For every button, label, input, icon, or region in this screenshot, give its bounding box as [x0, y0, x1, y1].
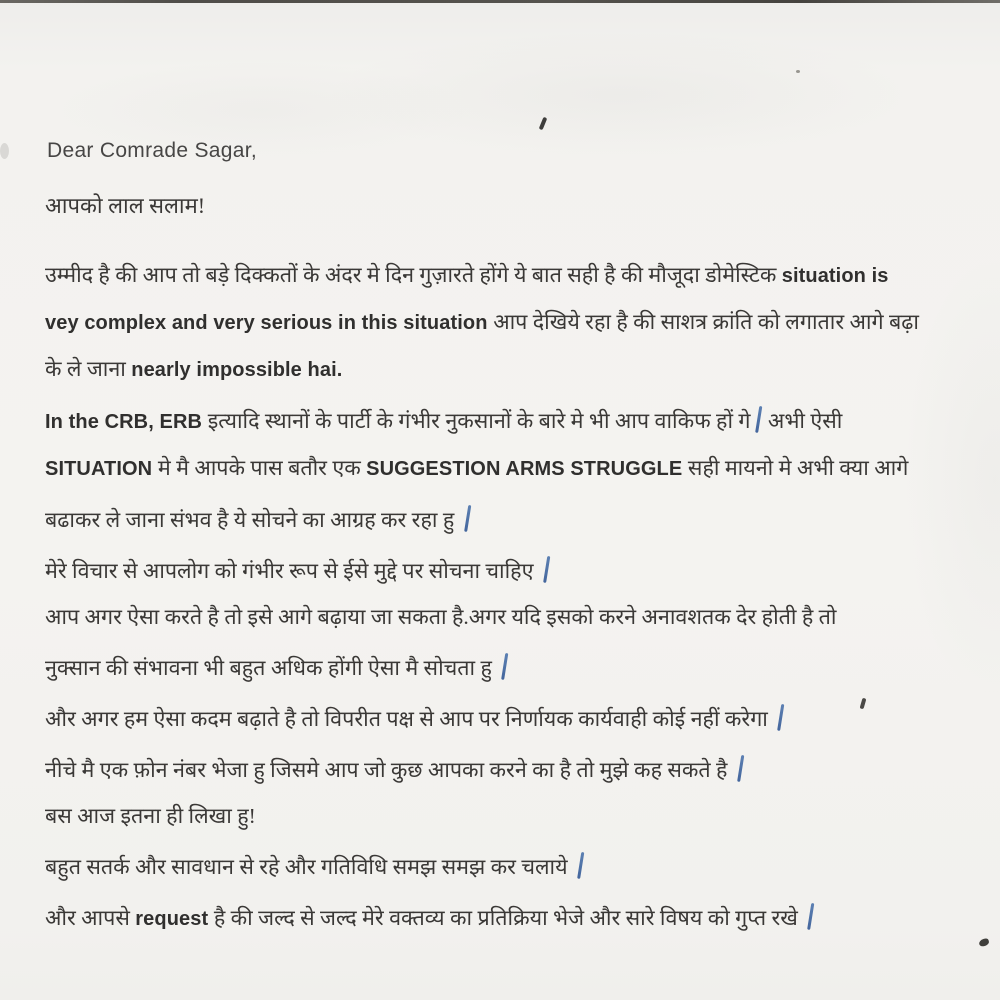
pen-stroke-mark — [737, 755, 744, 782]
letter-line — [45, 648, 985, 683]
text-segment: nearly impossible hai. — [131, 359, 343, 381]
scan-edge-line — [0, 0, 1000, 3]
text-segment: उम्मीद है की आप तो बड़े दिक्कतों के अंदर मे दिन गुज़ारते होंगे ये बात सही है की मौजूदा डोमेस्टिक — [45, 263, 782, 287]
letter-paragraph — [45, 401, 985, 535]
text-segment: बस आज इतना ही लिखा हु! — [45, 804, 256, 828]
pen-stroke-mark — [501, 653, 508, 680]
text-segment: SITUATION — [45, 458, 158, 480]
letter-paragraph — [45, 551, 985, 586]
letter-line — [45, 307, 985, 338]
text-segment: vey complex and very serious in this situation — [45, 312, 494, 334]
letter-line — [45, 354, 985, 385]
letter-line — [45, 847, 985, 882]
text-segment: request — [135, 908, 214, 930]
text-segment: मेरे विचार से आपलोग को गंभीर रूप से ईसे मुद्दे पर सोचना चाहिए — [45, 559, 539, 583]
letter-paragraph — [45, 847, 985, 882]
scan-speck — [0, 143, 9, 159]
letter-page — [45, 136, 985, 950]
salutation-line: Dear Comrade Sagar, — [47, 139, 257, 162]
text-segment: situation is — [781, 265, 889, 287]
letter-body — [45, 260, 985, 934]
text-segment: मे मै आपके पास बतौर एक — [157, 456, 367, 480]
text-segment: आप अगर ऐसा करते है तो इसे आगे बढ़ाया जा सकता है.अगर यदि इसको करने अनावशतक देर होती है तो — [45, 605, 837, 629]
greeting-line: आपको लाल सलाम! — [45, 193, 206, 218]
text-segment: नीचे मै एक फ़ोन नंबर भेजा हु जिसमे आप जो कुछ आपका करने का है तो मुझे कह सकते है — [45, 758, 733, 782]
text-segment: बहुत सतर्क और सावधान से रहे और गतिविधि समझ समझ कर चलाये — [45, 855, 573, 879]
letter-line — [45, 898, 985, 934]
text-segment: के ले जाना — [45, 357, 132, 381]
letter-line — [45, 801, 985, 831]
text-segment: नुक्सान की संभावना भी बहुत अधिक होंगी ऐसा मै सोचता हु — [45, 656, 498, 680]
scan-speck — [539, 117, 548, 131]
pen-stroke-mark — [777, 704, 784, 731]
letter-line — [45, 602, 985, 632]
text-segment: SUGGESTION ARMS STRUGGLE — [366, 458, 688, 480]
letter-paragraph — [45, 699, 985, 734]
letter-line — [45, 260, 985, 291]
letter-line — [45, 453, 985, 484]
letter-paragraph — [45, 602, 985, 683]
pen-stroke-mark — [543, 556, 550, 583]
letter-line — [45, 699, 985, 734]
letter-line — [45, 750, 985, 785]
text-segment: है की जल्द से जल्द मेरे वक्तव्य का प्रतिक्रिया भेजे और सारे विषय को गुप्त रखे — [213, 906, 804, 930]
letter-paragraph — [45, 260, 985, 385]
letter-paragraph — [45, 898, 985, 934]
text-segment: सही मायनो मे अभी क्या आगे — [687, 456, 909, 480]
scan-speck — [796, 70, 800, 73]
letter-paragraph — [45, 750, 985, 785]
text-segment: और अगर हम ऐसा कदम बढ़ाते है तो विपरीत पक्ष से आप पर निर्णायक कार्यवाही कोई नहीं करेगा — [45, 707, 774, 731]
text-segment: इत्यादि स्थानों के पार्टी के गंभीर नुकसानों के बारे मे भी आप वाकिफ हों गे — [207, 409, 751, 433]
letter-line — [45, 551, 985, 586]
pen-stroke-mark — [807, 903, 814, 930]
text-segment: अभी ऐसी — [762, 409, 843, 433]
letter-line — [45, 401, 985, 437]
pen-stroke-mark — [577, 852, 584, 879]
letter-line — [45, 500, 985, 535]
text-segment: बढाकर ले जाना संभव है ये सोचने का आग्रह कर रहा हु — [45, 508, 460, 532]
text-segment: और आपसे — [45, 906, 136, 930]
letter-paragraph — [45, 801, 985, 831]
pen-stroke-mark — [755, 406, 762, 433]
text-segment: In the CRB, ERB — [45, 411, 208, 433]
text-segment: आप देखिये रहा है की साशत्र क्रांति को लगातार आगे बढ़ा — [493, 310, 919, 334]
pen-stroke-mark — [464, 505, 471, 532]
